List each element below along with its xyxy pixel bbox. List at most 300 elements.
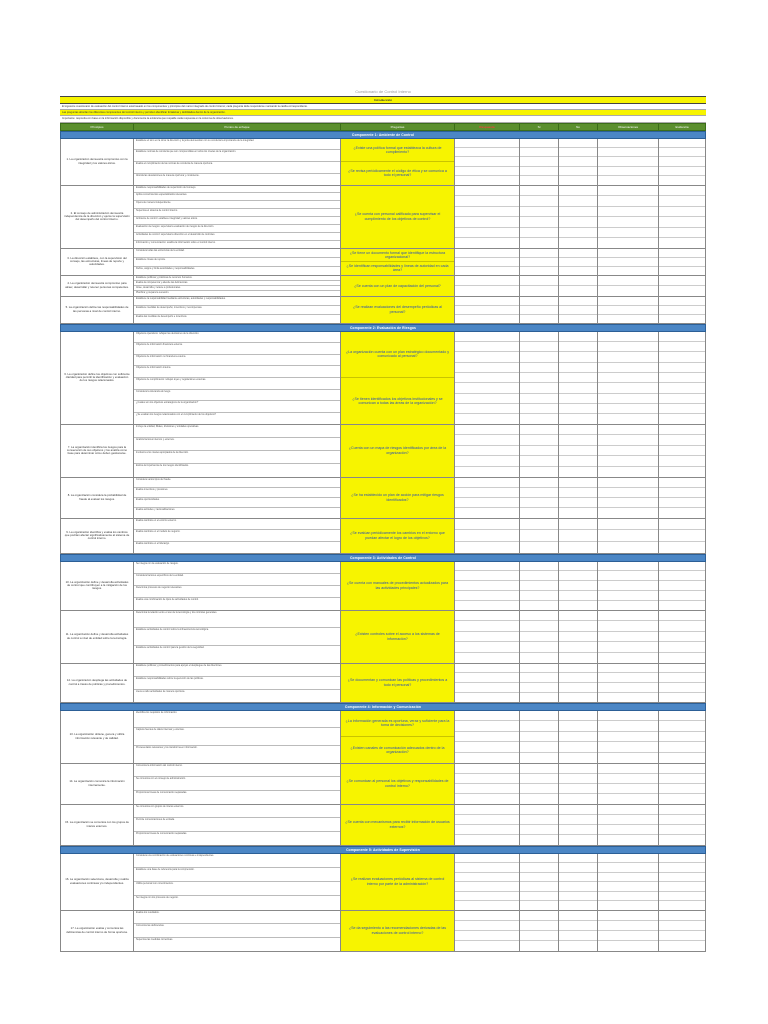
input-slot[interactable]	[455, 207, 519, 218]
input-slot[interactable]	[559, 794, 597, 803]
input-slot[interactable]	[659, 286, 705, 296]
input-slot[interactable]	[520, 286, 558, 296]
input-slot[interactable]	[598, 805, 658, 815]
input-slot[interactable]	[598, 632, 658, 643]
input-slot[interactable]	[455, 456, 519, 467]
input-slot[interactable]	[598, 882, 658, 892]
input-slot[interactable]	[659, 805, 705, 815]
yes-cell[interactable]	[520, 249, 559, 275]
yes-cell[interactable]	[520, 297, 559, 323]
input-slot[interactable]	[520, 892, 558, 902]
input-slot[interactable]	[659, 784, 705, 794]
input-slot[interactable]	[659, 711, 705, 722]
input-slot[interactable]	[559, 207, 597, 218]
input-slot[interactable]	[520, 621, 558, 632]
input-slot[interactable]	[455, 352, 519, 362]
input-slot[interactable]	[455, 805, 519, 815]
input-slot[interactable]	[520, 467, 558, 477]
input-slot[interactable]	[598, 664, 658, 674]
input-slot[interactable]	[659, 383, 705, 393]
input-slot[interactable]	[659, 581, 705, 591]
input-slot[interactable]	[455, 332, 519, 342]
input-slot[interactable]	[455, 774, 519, 784]
input-slot[interactable]	[659, 825, 705, 835]
input-slot[interactable]	[598, 373, 658, 383]
input-slot[interactable]	[598, 508, 658, 517]
evidence-cell[interactable]	[659, 478, 705, 518]
yes-cell[interactable]	[520, 854, 559, 910]
input-slot[interactable]	[659, 721, 705, 732]
input-slot[interactable]	[559, 892, 597, 902]
input-slot[interactable]	[659, 176, 705, 184]
input-slot[interactable]	[598, 297, 658, 306]
input-slot[interactable]	[455, 863, 519, 873]
input-slot[interactable]	[598, 352, 658, 362]
yes-cell[interactable]	[520, 478, 559, 518]
input-slot[interactable]	[659, 542, 705, 553]
input-slot[interactable]	[659, 404, 705, 414]
input-slot[interactable]	[520, 673, 558, 683]
input-slot[interactable]	[520, 217, 558, 228]
input-slot[interactable]	[520, 591, 558, 601]
no-cell[interactable]	[559, 139, 598, 185]
input-slot[interactable]	[520, 249, 558, 258]
answer-cell[interactable]	[455, 249, 520, 275]
input-slot[interactable]	[598, 721, 658, 732]
input-slot[interactable]	[559, 249, 597, 258]
input-slot[interactable]	[598, 519, 658, 531]
answer-cell[interactable]	[455, 562, 520, 610]
input-slot[interactable]	[455, 139, 519, 148]
input-slot[interactable]	[520, 721, 558, 732]
input-slot[interactable]	[598, 892, 658, 902]
input-slot[interactable]	[598, 764, 658, 774]
input-slot[interactable]	[659, 764, 705, 774]
input-slot[interactable]	[559, 673, 597, 683]
input-slot[interactable]	[559, 642, 597, 653]
input-slot[interactable]	[455, 315, 519, 323]
input-slot[interactable]	[455, 267, 519, 275]
input-slot[interactable]	[559, 693, 597, 702]
input-slot[interactable]	[520, 664, 558, 674]
input-slot[interactable]	[559, 342, 597, 352]
input-slot[interactable]	[455, 488, 519, 498]
input-slot[interactable]	[598, 653, 658, 663]
input-slot[interactable]	[520, 425, 558, 436]
input-slot[interactable]	[455, 571, 519, 581]
input-slot[interactable]	[455, 404, 519, 414]
input-slot[interactable]	[659, 315, 705, 323]
input-slot[interactable]	[559, 519, 597, 531]
input-slot[interactable]	[520, 774, 558, 784]
input-slot[interactable]	[520, 611, 558, 622]
input-slot[interactable]	[559, 196, 597, 207]
input-slot[interactable]	[559, 711, 597, 722]
input-slot[interactable]	[455, 562, 519, 572]
input-slot[interactable]	[520, 267, 558, 275]
input-slot[interactable]	[559, 732, 597, 743]
input-slot[interactable]	[455, 394, 519, 404]
input-slot[interactable]	[659, 228, 705, 239]
input-slot[interactable]	[455, 581, 519, 591]
input-slot[interactable]	[520, 921, 558, 931]
input-slot[interactable]	[455, 498, 519, 508]
input-slot[interactable]	[520, 941, 558, 950]
input-slot[interactable]	[659, 488, 705, 498]
input-slot[interactable]	[559, 653, 597, 663]
input-slot[interactable]	[520, 931, 558, 941]
input-slot[interactable]	[659, 258, 705, 267]
answer-cell[interactable]	[455, 297, 520, 323]
input-slot[interactable]	[659, 774, 705, 784]
input-slot[interactable]	[455, 383, 519, 393]
input-slot[interactable]	[520, 693, 558, 702]
input-slot[interactable]	[520, 383, 558, 393]
input-slot[interactable]	[520, 414, 558, 423]
input-slot[interactable]	[559, 404, 597, 414]
observations-cell[interactable]	[598, 519, 659, 553]
input-slot[interactable]	[659, 794, 705, 803]
input-slot[interactable]	[598, 425, 658, 436]
input-slot[interactable]	[598, 139, 658, 148]
answer-cell[interactable]	[455, 519, 520, 553]
input-slot[interactable]	[520, 363, 558, 373]
input-slot[interactable]	[455, 931, 519, 941]
input-slot[interactable]	[598, 249, 658, 258]
input-slot[interactable]	[659, 467, 705, 477]
observations-cell[interactable]	[598, 611, 659, 663]
input-slot[interactable]	[598, 742, 658, 753]
input-slot[interactable]	[559, 315, 597, 323]
input-slot[interactable]	[455, 148, 519, 157]
input-slot[interactable]	[520, 835, 558, 844]
input-slot[interactable]	[598, 863, 658, 873]
input-slot[interactable]	[455, 414, 519, 423]
input-slot[interactable]	[559, 435, 597, 446]
input-slot[interactable]	[520, 863, 558, 873]
input-slot[interactable]	[455, 217, 519, 228]
input-slot[interactable]	[559, 621, 597, 632]
input-slot[interactable]	[559, 632, 597, 643]
input-slot[interactable]	[659, 267, 705, 275]
answer-cell[interactable]	[455, 854, 520, 910]
input-slot[interactable]	[455, 815, 519, 825]
input-slot[interactable]	[520, 805, 558, 815]
input-slot[interactable]	[659, 921, 705, 931]
input-slot[interactable]	[559, 383, 597, 393]
input-slot[interactable]	[598, 732, 658, 743]
no-cell[interactable]	[559, 332, 598, 424]
input-slot[interactable]	[598, 467, 658, 477]
input-slot[interactable]	[598, 753, 658, 763]
observations-cell[interactable]	[598, 276, 659, 296]
no-cell[interactable]	[559, 611, 598, 663]
input-slot[interactable]	[520, 139, 558, 148]
input-slot[interactable]	[520, 342, 558, 352]
input-slot[interactable]	[455, 425, 519, 436]
input-slot[interactable]	[455, 854, 519, 864]
input-slot[interactable]	[598, 693, 658, 702]
input-slot[interactable]	[455, 882, 519, 892]
input-slot[interactable]	[598, 276, 658, 287]
input-slot[interactable]	[559, 774, 597, 784]
observations-cell[interactable]	[598, 805, 659, 845]
input-slot[interactable]	[659, 306, 705, 315]
input-slot[interactable]	[659, 673, 705, 683]
input-slot[interactable]	[455, 306, 519, 315]
input-slot[interactable]	[455, 435, 519, 446]
input-slot[interactable]	[455, 693, 519, 702]
evidence-cell[interactable]	[659, 664, 705, 702]
input-slot[interactable]	[455, 642, 519, 653]
input-slot[interactable]	[520, 519, 558, 531]
answer-cell[interactable]	[455, 664, 520, 702]
input-slot[interactable]	[520, 478, 558, 488]
input-slot[interactable]	[520, 352, 558, 362]
input-slot[interactable]	[455, 542, 519, 553]
input-slot[interactable]	[455, 508, 519, 517]
evidence-cell[interactable]	[659, 425, 705, 477]
observations-cell[interactable]	[598, 478, 659, 518]
input-slot[interactable]	[455, 784, 519, 794]
input-slot[interactable]	[659, 446, 705, 457]
input-slot[interactable]	[559, 297, 597, 306]
input-slot[interactable]	[659, 901, 705, 910]
input-slot[interactable]	[559, 373, 597, 383]
observations-cell[interactable]	[598, 664, 659, 702]
input-slot[interactable]	[455, 873, 519, 883]
input-slot[interactable]	[659, 342, 705, 352]
no-cell[interactable]	[559, 425, 598, 477]
input-slot[interactable]	[559, 683, 597, 693]
input-slot[interactable]	[659, 207, 705, 218]
input-slot[interactable]	[559, 217, 597, 228]
input-slot[interactable]	[520, 882, 558, 892]
input-slot[interactable]	[559, 591, 597, 601]
input-slot[interactable]	[598, 342, 658, 352]
input-slot[interactable]	[559, 542, 597, 553]
input-slot[interactable]	[598, 530, 658, 542]
input-slot[interactable]	[520, 238, 558, 248]
input-slot[interactable]	[455, 764, 519, 774]
input-slot[interactable]	[520, 653, 558, 663]
input-slot[interactable]	[659, 815, 705, 825]
input-slot[interactable]	[455, 673, 519, 683]
input-slot[interactable]	[659, 742, 705, 753]
input-slot[interactable]	[455, 753, 519, 763]
input-slot[interactable]	[455, 519, 519, 531]
input-slot[interactable]	[659, 632, 705, 643]
input-slot[interactable]	[559, 332, 597, 342]
answer-cell[interactable]	[455, 332, 520, 424]
input-slot[interactable]	[520, 315, 558, 323]
input-slot[interactable]	[559, 805, 597, 815]
input-slot[interactable]	[659, 693, 705, 702]
input-slot[interactable]	[659, 873, 705, 883]
input-slot[interactable]	[520, 306, 558, 315]
input-slot[interactable]	[598, 148, 658, 157]
input-slot[interactable]	[598, 621, 658, 632]
input-slot[interactable]	[559, 664, 597, 674]
answer-cell[interactable]	[455, 711, 520, 763]
no-cell[interactable]	[559, 297, 598, 323]
input-slot[interactable]	[598, 784, 658, 794]
yes-cell[interactable]	[520, 611, 559, 663]
input-slot[interactable]	[455, 363, 519, 373]
input-slot[interactable]	[520, 167, 558, 176]
input-slot[interactable]	[520, 794, 558, 803]
input-slot[interactable]	[559, 882, 597, 892]
input-slot[interactable]	[559, 478, 597, 488]
input-slot[interactable]	[598, 591, 658, 601]
input-slot[interactable]	[559, 276, 597, 287]
input-slot[interactable]	[520, 446, 558, 457]
no-cell[interactable]	[559, 519, 598, 553]
answer-cell[interactable]	[455, 276, 520, 296]
input-slot[interactable]	[659, 498, 705, 508]
input-slot[interactable]	[455, 249, 519, 258]
evidence-cell[interactable]	[659, 249, 705, 275]
input-slot[interactable]	[559, 931, 597, 941]
input-slot[interactable]	[598, 186, 658, 197]
input-slot[interactable]	[659, 911, 705, 921]
input-slot[interactable]	[559, 414, 597, 423]
input-slot[interactable]	[598, 315, 658, 323]
input-slot[interactable]	[455, 176, 519, 184]
input-slot[interactable]	[520, 825, 558, 835]
input-slot[interactable]	[559, 467, 597, 477]
input-slot[interactable]	[598, 196, 658, 207]
input-slot[interactable]	[659, 664, 705, 674]
input-slot[interactable]	[455, 238, 519, 248]
no-cell[interactable]	[559, 478, 598, 518]
input-slot[interactable]	[520, 258, 558, 267]
yes-cell[interactable]	[520, 805, 559, 845]
input-slot[interactable]	[520, 394, 558, 404]
input-slot[interactable]	[455, 683, 519, 693]
input-slot[interactable]	[659, 931, 705, 941]
input-slot[interactable]	[659, 642, 705, 653]
input-slot[interactable]	[520, 508, 558, 517]
input-slot[interactable]	[520, 732, 558, 743]
input-slot[interactable]	[659, 196, 705, 207]
input-slot[interactable]	[559, 854, 597, 864]
evidence-cell[interactable]	[659, 139, 705, 185]
input-slot[interactable]	[559, 815, 597, 825]
input-slot[interactable]	[598, 167, 658, 176]
input-slot[interactable]	[659, 882, 705, 892]
input-slot[interactable]	[659, 835, 705, 844]
input-slot[interactable]	[520, 435, 558, 446]
input-slot[interactable]	[659, 508, 705, 517]
evidence-cell[interactable]	[659, 711, 705, 763]
input-slot[interactable]	[659, 139, 705, 148]
no-cell[interactable]	[559, 805, 598, 845]
input-slot[interactable]	[455, 373, 519, 383]
input-slot[interactable]	[598, 404, 658, 414]
input-slot[interactable]	[455, 157, 519, 166]
no-cell[interactable]	[559, 664, 598, 702]
input-slot[interactable]	[520, 764, 558, 774]
input-slot[interactable]	[559, 238, 597, 248]
observations-cell[interactable]	[598, 332, 659, 424]
input-slot[interactable]	[598, 267, 658, 275]
input-slot[interactable]	[598, 611, 658, 622]
input-slot[interactable]	[455, 921, 519, 931]
input-slot[interactable]	[659, 435, 705, 446]
input-slot[interactable]	[659, 276, 705, 287]
input-slot[interactable]	[520, 456, 558, 467]
input-slot[interactable]	[659, 571, 705, 581]
input-slot[interactable]	[659, 186, 705, 197]
input-slot[interactable]	[559, 825, 597, 835]
input-slot[interactable]	[520, 228, 558, 239]
input-slot[interactable]	[598, 673, 658, 683]
input-slot[interactable]	[455, 467, 519, 477]
input-slot[interactable]	[598, 306, 658, 315]
input-slot[interactable]	[520, 632, 558, 643]
answer-cell[interactable]	[455, 911, 520, 951]
input-slot[interactable]	[559, 611, 597, 622]
answer-cell[interactable]	[455, 186, 520, 248]
input-slot[interactable]	[559, 581, 597, 591]
input-slot[interactable]	[520, 581, 558, 591]
input-slot[interactable]	[598, 383, 658, 393]
observations-cell[interactable]	[598, 297, 659, 323]
input-slot[interactable]	[520, 207, 558, 218]
evidence-cell[interactable]	[659, 186, 705, 248]
input-slot[interactable]	[455, 446, 519, 457]
input-slot[interactable]	[598, 815, 658, 825]
input-slot[interactable]	[520, 276, 558, 287]
input-slot[interactable]	[455, 228, 519, 239]
input-slot[interactable]	[598, 774, 658, 784]
input-slot[interactable]	[659, 611, 705, 622]
yes-cell[interactable]	[520, 276, 559, 296]
input-slot[interactable]	[659, 753, 705, 763]
input-slot[interactable]	[559, 742, 597, 753]
input-slot[interactable]	[455, 167, 519, 176]
input-slot[interactable]	[520, 683, 558, 693]
yes-cell[interactable]	[520, 139, 559, 185]
input-slot[interactable]	[598, 394, 658, 404]
evidence-cell[interactable]	[659, 297, 705, 323]
input-slot[interactable]	[559, 446, 597, 457]
input-slot[interactable]	[598, 286, 658, 296]
input-slot[interactable]	[520, 176, 558, 184]
input-slot[interactable]	[455, 664, 519, 674]
input-slot[interactable]	[559, 139, 597, 148]
yes-cell[interactable]	[520, 664, 559, 702]
input-slot[interactable]	[659, 683, 705, 693]
input-slot[interactable]	[455, 835, 519, 844]
input-slot[interactable]	[659, 621, 705, 632]
input-slot[interactable]	[598, 911, 658, 921]
input-slot[interactable]	[520, 901, 558, 910]
answer-cell[interactable]	[455, 805, 520, 845]
input-slot[interactable]	[598, 642, 658, 653]
input-slot[interactable]	[559, 873, 597, 883]
input-slot[interactable]	[659, 863, 705, 873]
answer-cell[interactable]	[455, 139, 520, 185]
evidence-cell[interactable]	[659, 332, 705, 424]
evidence-cell[interactable]	[659, 276, 705, 296]
input-slot[interactable]	[455, 186, 519, 197]
input-slot[interactable]	[455, 732, 519, 743]
input-slot[interactable]	[455, 911, 519, 921]
input-slot[interactable]	[455, 632, 519, 643]
input-slot[interactable]	[598, 228, 658, 239]
